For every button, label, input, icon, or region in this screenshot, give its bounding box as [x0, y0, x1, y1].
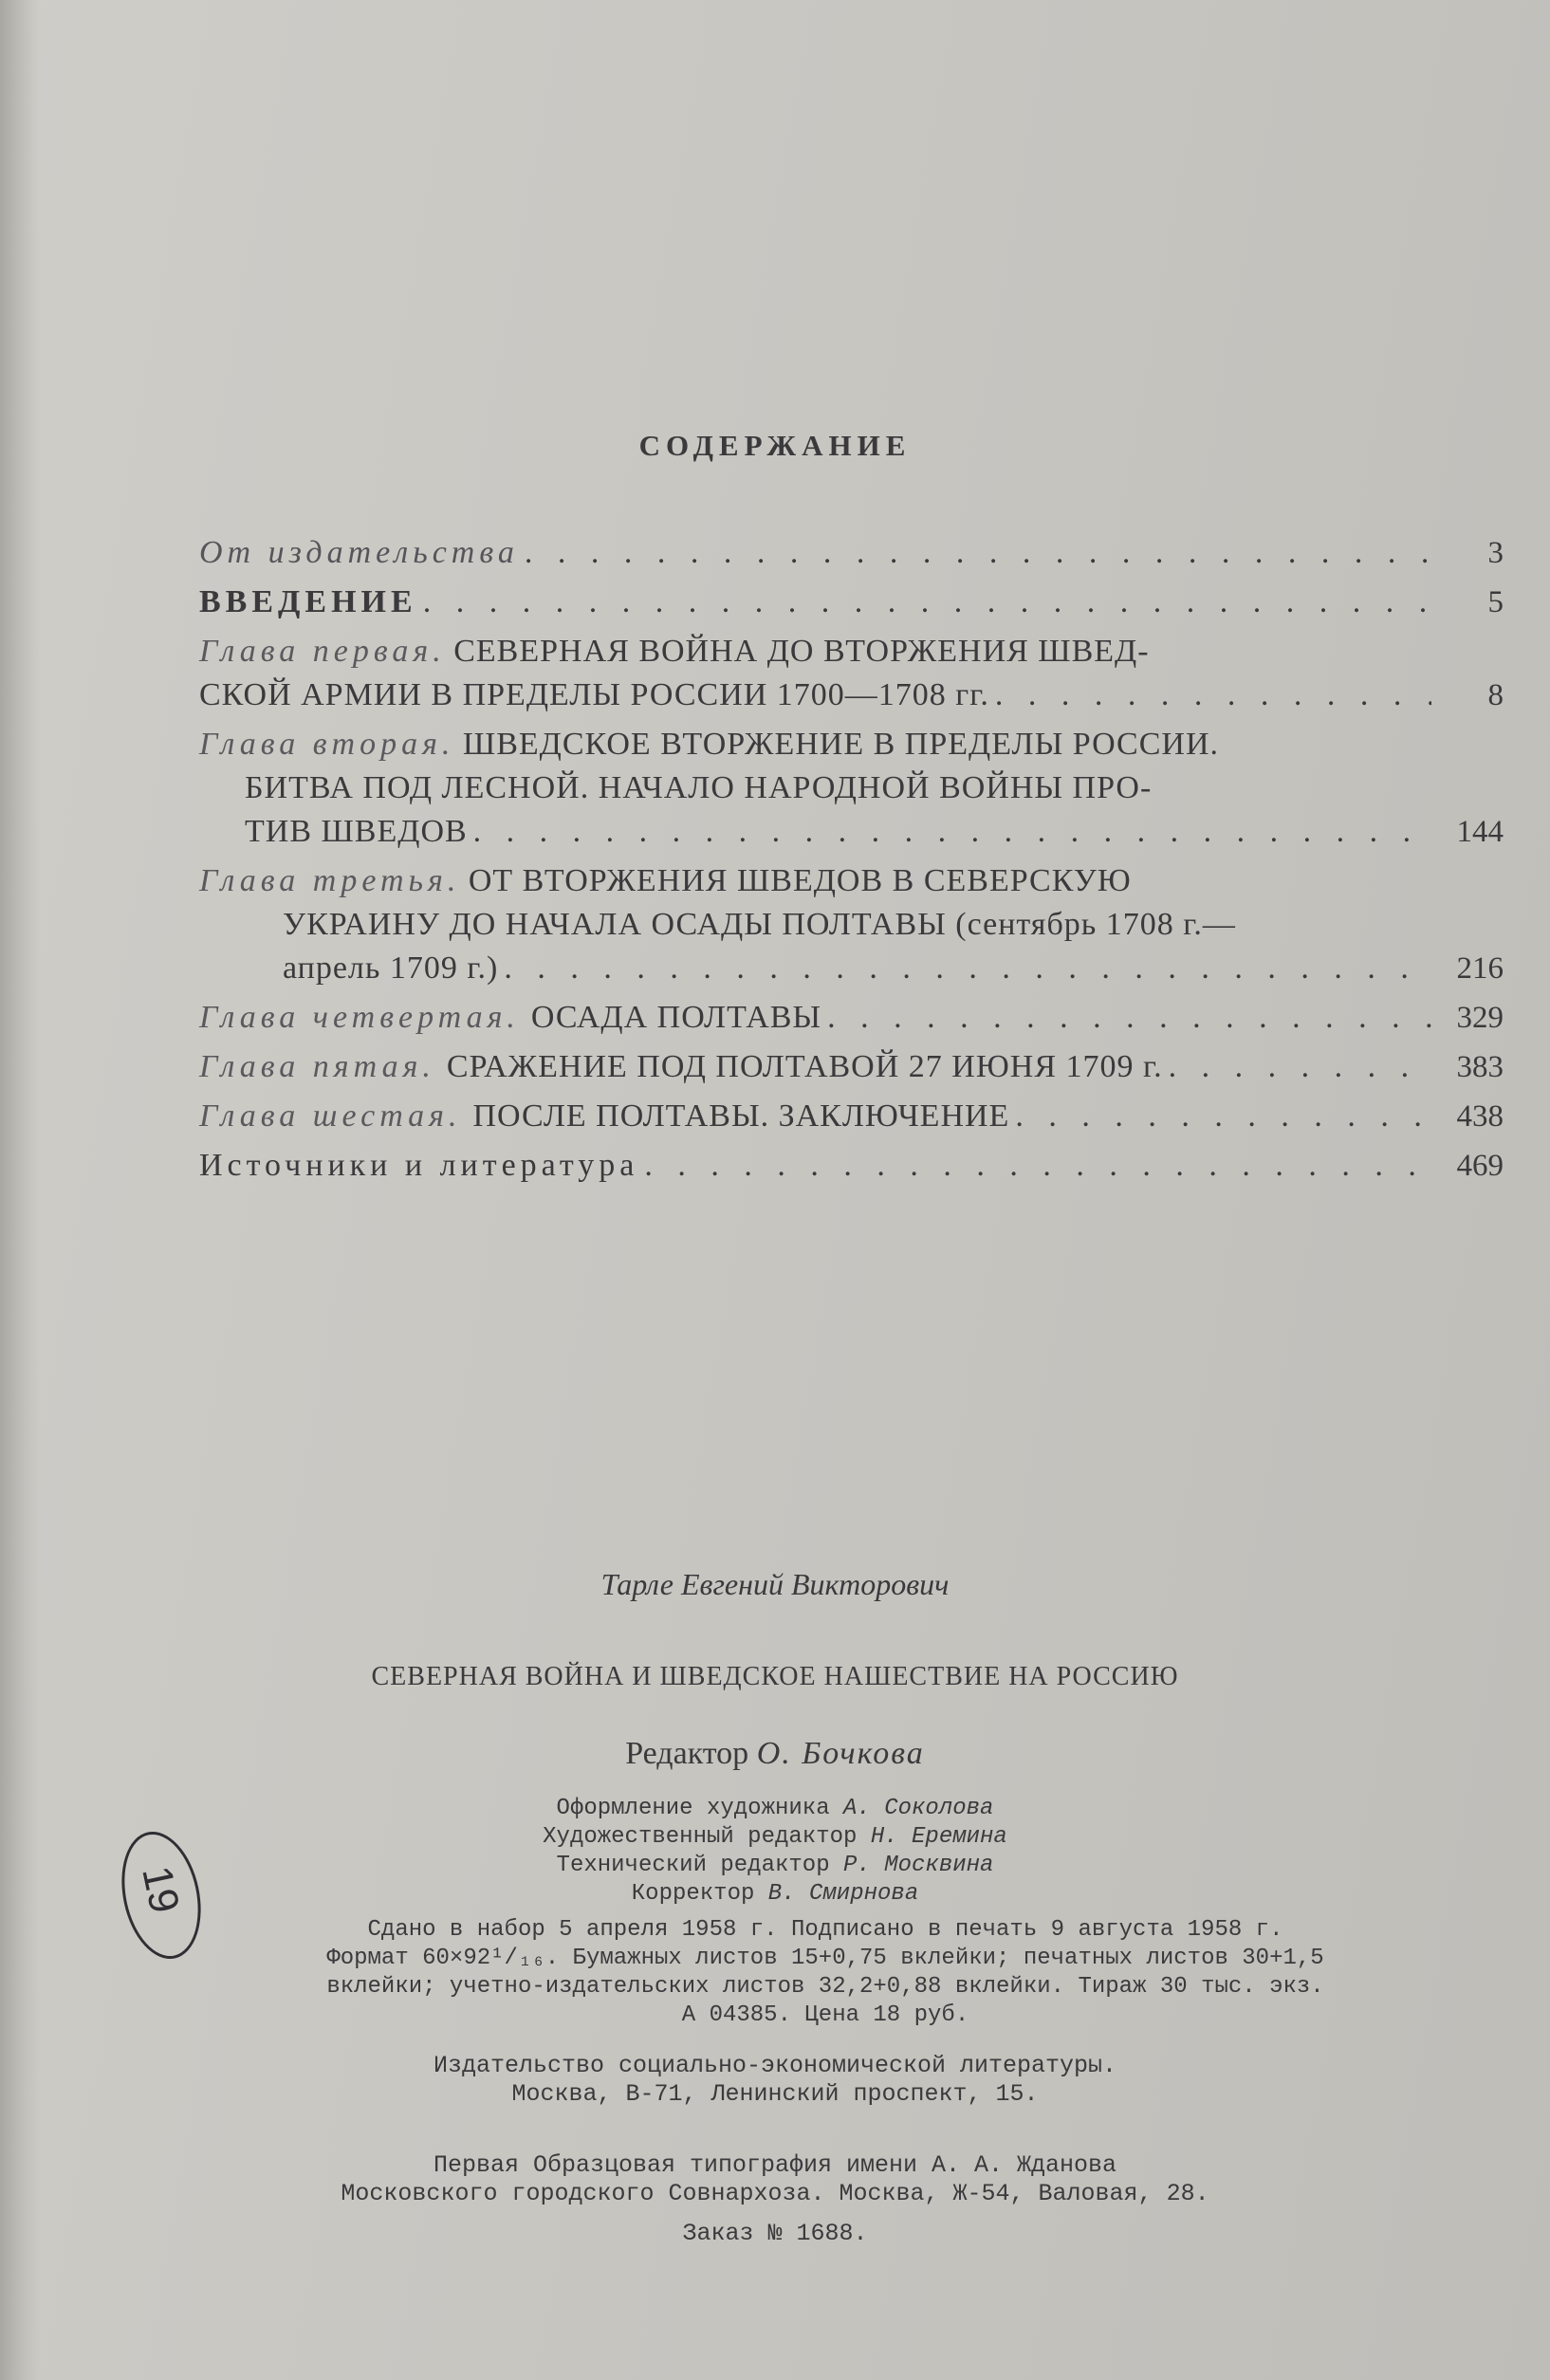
print-line: А 04385. Цена 18 руб.: [681, 2002, 969, 2028]
chapter-label: Глава вторая.: [199, 727, 455, 762]
printer-line: Первая Образцовая типография имени А. А. Жданова: [433, 2151, 1117, 2179]
chapter-label: Глава пятая.: [199, 1049, 435, 1084]
toc-entry-page: 8: [1487, 678, 1504, 712]
chapter-title-line-2: УКРАИНУ ДО НАЧАЛА ОСАДЫ ПОЛТАВЫ (сентябрь 1708 г.—: [283, 907, 1236, 942]
chapter-title-line-1: СЕВЕРНАЯ ВОЙНА ДО ВТОРЖЕНИЯ ШВЕД-: [453, 634, 1150, 669]
toc-entry-page: 5: [1487, 585, 1504, 619]
publisher-line: Москва, В-71, Ленинский проспект, 15.: [511, 2080, 1039, 2108]
credit-role: Оформление художника: [556, 1796, 830, 1821]
toc-entry-chapter-4: [199, 996, 1504, 1040]
credit-line: [0, 1852, 1550, 1880]
chapter-title-line-3: ТИВ ШВЕДОВ: [245, 814, 468, 849]
dot-leader: [827, 996, 1431, 1040]
publisher-info: [0, 2052, 1550, 2109]
dot-leader: [995, 673, 1431, 717]
toc-entry-chapter-6: [199, 1095, 1504, 1138]
chapter-title-line-1: ОТ ВТОРЖЕНИЯ ШВЕДОВ В СЕВЕРСКУЮ: [468, 863, 1132, 898]
printer-line: Московского городского Совнархоза. Москва, Ж-54, Валовая, 28.: [341, 2180, 1209, 2207]
dot-leader: [423, 581, 1431, 624]
toc-entry-page: 329: [1456, 1001, 1504, 1035]
credit-line: [0, 1823, 1550, 1852]
toc-entry-chapter-2: [199, 723, 1504, 854]
dot-leader: [1169, 1045, 1431, 1089]
chapter-label: Глава шестая.: [199, 1098, 462, 1134]
book-title: СЕВЕРНАЯ ВОЙНА И ШВЕДСКОЕ НАШЕСТВИЕ НА РОССИЮ: [371, 1662, 1179, 1691]
credits-block: [0, 1795, 1550, 1909]
credit-name: А. Соколова: [843, 1796, 994, 1821]
credit-role: Технический редактор: [556, 1853, 830, 1878]
dot-leader: [525, 531, 1431, 575]
print-line: Формат 60×92¹/₁₆. Бумажных листов 15+0,75 вклейки; печатных листов 30+1,5: [326, 1946, 1324, 1971]
table-of-contents: [199, 531, 1504, 1193]
toc-entry-text: ВВЕДЕНИЕ: [199, 584, 417, 619]
toc-entry-text: От издательства: [199, 535, 519, 570]
toc-entry-page: 216: [1456, 951, 1504, 986]
credit-line: [0, 1795, 1550, 1823]
toc-entry-chapter-1: [199, 630, 1504, 717]
chapter-label: Глава четвертая.: [199, 1000, 520, 1035]
print-details: [171, 1916, 1480, 2030]
toc-entry-page: 144: [1456, 815, 1504, 849]
dot-leader: [644, 1144, 1431, 1188]
credit-role: Корректор: [631, 1881, 755, 1907]
credit-name: Р. Москвина: [843, 1853, 994, 1878]
dot-leader: [1015, 1095, 1431, 1138]
credit-name: В. Смирнова: [767, 1881, 919, 1907]
editor-name: О. Бочкова: [756, 1736, 925, 1771]
contents-title: СОДЕРЖАНИЕ: [638, 429, 912, 462]
credit-role: Художественный редактор: [543, 1824, 858, 1850]
dot-leader: [504, 947, 1431, 990]
editor-label: Редактор: [625, 1736, 749, 1771]
editor-line: [0, 1736, 1550, 1772]
toc-entry-page: 469: [1456, 1149, 1504, 1183]
credit-line: [0, 1880, 1550, 1909]
toc-entry-introduction: [199, 581, 1504, 624]
chapter-title-line-2: СКОЙ АРМИИ В ПРЕДЕЛЫ РОССИИ 1700—1708 гг.: [199, 677, 989, 712]
toc-entry-chapter-3: [199, 859, 1504, 990]
page-edge-shadow: [0, 0, 40, 2380]
print-line: вклейки; учетно-издательских листов 32,2+0,88 вклейки. Тираж 30 тыс. экз.: [326, 1974, 1324, 2000]
chapter-title: СРАЖЕНИЕ ПОД ПОЛТАВОЙ 27 ИЮНЯ 1709 г.: [446, 1049, 1163, 1084]
author-name: Тарле Евгений Викторович: [600, 1567, 950, 1601]
chapter-title-line-3: апрель 1709 г.): [283, 950, 499, 986]
toc-entry-page: 438: [1456, 1099, 1504, 1134]
chapter-title-line-2: БИТВА ПОД ЛЕСНОЙ. НАЧАЛО НАРОДНОЙ ВОЙНЫ ПРО-: [245, 770, 1153, 805]
printer-info: [0, 2151, 1550, 2208]
order-number: Заказ № 1688.: [682, 2220, 868, 2247]
dot-leader: [473, 810, 1431, 854]
publisher-line: Издательство социально-экономической литературы.: [433, 2052, 1117, 2079]
toc-entry-page: 383: [1456, 1050, 1504, 1084]
print-line: Сдано в набор 5 апреля 1958 г. Подписано в печать 9 августа 1958 г.: [367, 1917, 1283, 1943]
credit-name: Н. Еремина: [870, 1824, 1007, 1850]
chapter-title: ПОСЛЕ ПОЛТАВЫ. ЗАКЛЮЧЕНИЕ: [472, 1098, 1010, 1134]
toc-entry-page: 3: [1487, 536, 1504, 570]
toc-entry-sources: [199, 1144, 1504, 1188]
chapter-title-line-1: ШВЕДСКОЕ ВТОРЖЕНИЕ В ПРЕДЕЛЫ РОССИИ.: [462, 727, 1220, 762]
toc-entry-text: Источники и литература: [199, 1148, 639, 1183]
toc-entry-chapter-5: [199, 1045, 1504, 1089]
chapter-label: Глава третья.: [199, 863, 461, 898]
stamp-number: 19: [133, 1861, 189, 1918]
toc-entry-from-publisher: [199, 531, 1504, 575]
chapter-title: ОСАДА ПОЛТАВЫ: [530, 1000, 822, 1035]
chapter-label: Глава первая.: [199, 634, 446, 669]
